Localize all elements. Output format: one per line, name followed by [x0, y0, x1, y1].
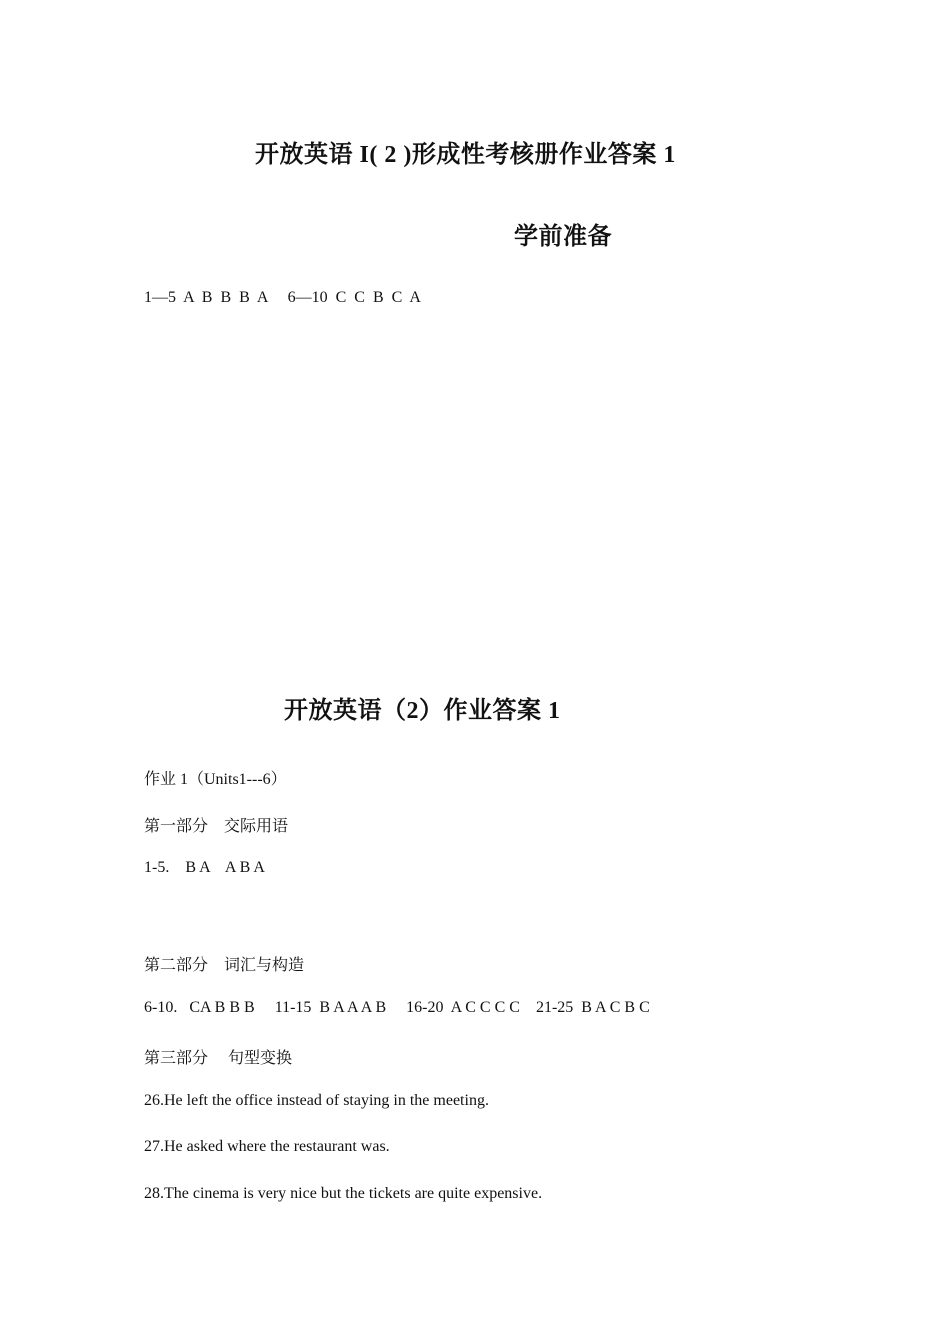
part3-heading: 第三部分 句型变换	[144, 1050, 293, 1067]
sentence-26: 26.He left the office instead of staying in the meeting.	[144, 1092, 489, 1109]
sentence-27: 27.He asked where the restaurant was.	[144, 1138, 390, 1155]
part1-heading: 第一部分 交际用语	[144, 818, 289, 835]
part2-answers: 6-10. CA B B B 11-15 B A A A B 16-20 A C C C C 21-25 B A C B C	[144, 999, 650, 1016]
section-heading-preparation: 学前准备	[514, 224, 612, 250]
sentence-28: 28.The cinema is very nice but the tickets are quite expensive.	[144, 1185, 543, 1202]
homework-title: 开放英语（2）作业答案 1	[284, 698, 561, 724]
preparation-answers: 1—5 A B B B A 6—10 C C B C A	[144, 289, 421, 306]
document-title: 开放英语 I( 2 )形成性考核册作业答案 1	[255, 142, 676, 168]
part1-answers: 1-5. B A A B A	[144, 859, 265, 876]
part2-heading: 第二部分 词汇与构造	[144, 957, 305, 974]
homework-label: 作业 1（Units1---6）	[144, 771, 287, 788]
